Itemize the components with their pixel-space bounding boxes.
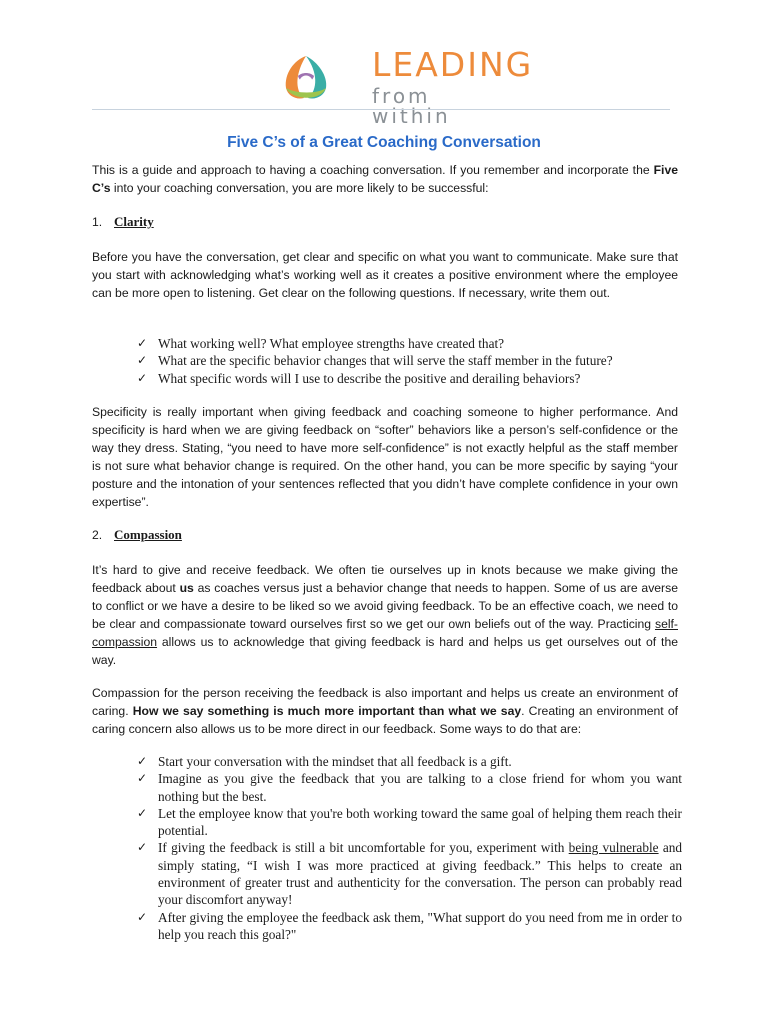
list-item xyxy=(137,753,682,770)
list-item-text: What are the specific behavior changes that will serve the staff member in the future? xyxy=(158,353,613,369)
list-item xyxy=(137,335,682,352)
being-vulnerable-link[interactable]: being vulnerable xyxy=(568,840,659,856)
list-item-text: What specific words will I use to describe the positive and derailing behaviors? xyxy=(158,370,581,386)
list-item-text: After giving the employee the feedback ask them, "What support do you need from me in order to help you reach this goal?" xyxy=(158,909,682,942)
compassion-paragraph-2 xyxy=(92,684,678,738)
paragraph-text: . Creating an environment of caring concern also allows us to be more direct in our feedback. Some ways to do that are: xyxy=(92,704,678,736)
checkmark-icon: ✓ xyxy=(137,805,148,820)
self-compassion-link[interactable]: self-compassion xyxy=(92,617,678,649)
checkmark-icon: ✓ xyxy=(137,353,148,368)
page-title: Five C’s of a Great Coaching Conversation xyxy=(227,134,541,151)
compassion-paragraph-1 xyxy=(92,561,678,669)
emphasis-how-we-say: How we say something is much more important than what we say xyxy=(132,704,522,718)
checkmark-icon: ✓ xyxy=(137,754,148,768)
list-item xyxy=(137,770,682,805)
list-item-text: What working well? What employee strengths have created that? xyxy=(158,336,505,351)
intro-paragraph xyxy=(92,161,678,197)
brand-logo xyxy=(280,44,534,128)
checkmark-icon: ✓ xyxy=(137,909,148,924)
list-item-text: Let the employee know that you're both working toward the same goal of helping them reach their potential. xyxy=(158,805,682,839)
list-item xyxy=(137,805,682,840)
header-divider xyxy=(92,109,670,110)
list-item-text: and simply stating, “I wish I was more practiced at giving feedback.” This helps to create an environment of greater trust and authenticity for the conversation. The person can probably read your discomfort anyway! xyxy=(158,840,683,908)
compassion-checklist xyxy=(137,753,682,943)
paragraph-text: allows us to acknowledge that giving feedback is hard and helps us get ourselves out of the way. xyxy=(92,635,678,667)
emphasis-us: us xyxy=(179,581,194,595)
clarity-paragraph-1: Before you have the conversation, get clear and specific on what you want to communicate. Make sure that you start with acknowledging what’s working well as it creates a positive environment where the employee can be more open to listening. Get clear on the following questions. If necessary, write them out. xyxy=(92,250,678,300)
list-item-text: If giving the feedback is still a bit uncomfortable for you, experiment with xyxy=(158,840,569,856)
section-heading-text: Compassion xyxy=(114,527,182,542)
list-item xyxy=(137,839,682,908)
list-item xyxy=(137,909,682,944)
paragraph-text: It’s hard to give and receive feedback. We often tie ourselves up in knots because we make giving the feedback about xyxy=(92,563,678,595)
checkmark-icon: ✓ xyxy=(137,840,148,855)
section-number: 1. xyxy=(92,215,103,229)
checkmark-icon: ✓ xyxy=(137,771,148,786)
section-number: 2. xyxy=(92,528,103,542)
section-heading-compassion xyxy=(92,527,182,543)
checkmark-icon: ✓ xyxy=(137,336,148,350)
section-heading-text: Clarity xyxy=(114,214,154,229)
list-item xyxy=(137,352,682,369)
intro-text-end: into your coaching conversation, you are more likely to be successful: xyxy=(110,181,489,195)
clarity-checklist xyxy=(137,335,682,387)
brand-name-leading: LEADING xyxy=(372,45,534,84)
list-item-text: Start your conversation with the mindset that all feedback is a gift. xyxy=(158,754,512,769)
list-item-text: Imagine as you give the feedback that you are talking to a close friend for whom you want nothing but the best. xyxy=(158,771,682,804)
paragraph-text: Compassion for the person receiving the feedback is also important and helps us create an environment of caring. xyxy=(92,686,678,718)
intro-text: This is a guide and approach to having a coaching conversation. If you remember and incorporate the xyxy=(92,163,654,177)
section-heading-clarity xyxy=(92,214,154,230)
brand-name-from-within: from within xyxy=(372,84,451,128)
paragraph-text: as coaches versus just a behavior change that needs to happen. Some of us are averse to conflict or we have a desire to be liked so we avoid giving feedback. To be an effective coach, we need to be clear and compassionate toward ourselves first so we get our own beliefs out of the way. Practicing xyxy=(92,581,678,631)
checkmark-icon: ✓ xyxy=(137,370,148,385)
leading-from-within-logo-icon xyxy=(280,54,332,104)
list-item xyxy=(137,370,682,387)
clarity-paragraph-2: Specificity is really important when giving feedback and coaching someone to higher performance. And specificity is hard when we are giving feedback on “softer” behaviors like a person’s self-confidence or the way they dress. Stating, “you need to have more self-confidence” is not exactly helpful as the staff member is not sure what behavior change is required. On the other hand, you can be more specific by saying “your posture and the intonation of your sentences reflected that you didn’t have complete confidence in your own expertise”. xyxy=(92,405,678,509)
intro-five-cs: Five C’s xyxy=(92,163,678,195)
